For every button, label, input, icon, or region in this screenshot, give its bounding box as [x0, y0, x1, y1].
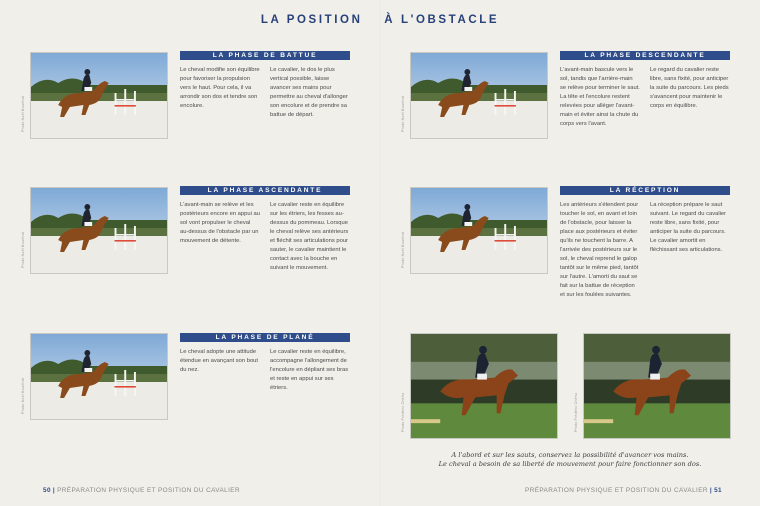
heading-battue: LA PHASE DE BATTUE: [180, 51, 350, 60]
photo-credit-plane: Photo Noël Bourlhat: [21, 378, 25, 414]
ascendante-text-col-2: Le cavalier reste en équilibre sur les étriers, les fesses au-dessus du pommeau. Lorsque le cheval relève ses antérieurs et fléchit ses articulations pour sauter, le cavalier maintient le contact avec la bouche en suivant le mouvement.: [270, 202, 349, 271]
page-title: [0, 14, 760, 26]
photo-credit-descendante: Photo Noël Bourlhat: [401, 96, 405, 132]
plane-text-col-2: Le cavalier reste en équilibre, accompagne l'allongement de l'encolure en dépliant ses bras et reste en appui sur ses étriers.: [270, 349, 349, 391]
plane-text-col-1: Le cheval adopte une attitude étendue en avançant son bout du nez.: [180, 349, 259, 373]
battue-text-col-2: Le cavalier, le dos le plus vertical possible, laisse avancer ses mains pour permettre au cheval d'allonger son encolure et de prendre sa battue de départ.: [270, 67, 348, 118]
heading-reception: LA RÉCEPTION: [560, 186, 730, 195]
descendante-text-col-1: L'avant-main bascule vers le sol, tandis que l'arrière-main se relève pour terminer le saut. La tête et l'encolure restent relevées pour alléger l'avant-main et éviter ainsi la chute du corps vers l'avant.: [560, 67, 640, 127]
folio-separator-left: |: [52, 487, 56, 494]
heading-descendante: LA PHASE DESCENDANTE: [560, 51, 730, 60]
photo-credit-ascendante: Photo Noël Bourlhat: [21, 232, 25, 268]
photo-competition-left: [410, 333, 558, 439]
caption-line-2: Le cheval a besoin de sa liberté de mouvement pour faire fonctionner son dos.: [438, 460, 702, 468]
photo-credit-battue: Photo Noël Bourlhat: [21, 96, 25, 132]
photo-credit-competition-right: Photo Frédéric Chéhu: [574, 392, 578, 432]
reception-text-col-1: Les antérieurs s'étendent pour toucher le sol, en avant et loin de l'obstacle, pour laisser la place aux postérieurs et éviter qu'ils ne touchent la barre. A l'arrivée des postérieurs sur le sol, le cheval reprend le galop tantôt sur le même pied, tantôt sur l'autre. L'amorti du saut se fait sur la battue de réception et sur les foulées suivantes.: [560, 202, 639, 298]
photo-plane: [30, 333, 168, 420]
photo-ascendante: [30, 187, 168, 274]
photo-credit-reception: Photo Noël Bourlhat: [401, 232, 405, 268]
photo-caption: [420, 451, 720, 469]
heading-plane: LA PHASE DE PLANÉ: [180, 333, 350, 342]
heading-ascendante: LA PHASE ASCENDANTE: [180, 186, 350, 195]
reception-text-col-2: La réception prépare le saut suivant. Le regard du cavalier reste libre, sans fixité, pour anticiper la suite du parcours. Le cavalier amortit en fléchissant ses articulations.: [650, 202, 727, 253]
folio-right: [525, 487, 722, 494]
folio-text-right: PRÉPARATION PHYSIQUE ET POSITION DU CAVALIER: [525, 487, 708, 494]
battue-text-col-1: Le cheval modifie son équilibre pour favoriser la propulsion vers le haut. Pour cela, il va arrondir son dos et tendre son encolure.: [180, 67, 260, 109]
photo-battue: [30, 52, 168, 139]
page-title-part-2: À L'OBSTACLE: [384, 14, 500, 26]
photo-credit-competition-left: Photo Frédéric Chéhu: [401, 392, 405, 432]
page-gutter: [379, 0, 381, 506]
ascendante-text-col-1: L'avant-main se relève et les postérieurs encore en appui au sol vont propulser le cheval au-dessus de l'obstacle par un mouvement de détente.: [180, 202, 260, 244]
page-title-part-1: LA POSITION: [260, 14, 363, 26]
page-number-right: 51: [714, 487, 722, 494]
caption-line-1: A l'abord et sur les sauts, conservez la possibilité d'avancer vos mains.: [451, 451, 689, 459]
folio-text-left: PRÉPARATION PHYSIQUE ET POSITION DU CAVALIER: [57, 487, 240, 494]
folio-left: [43, 487, 240, 494]
descendante-text-col-2: Le regard du cavalier reste libre, sans fixité, pour anticiper la suite du parcours. Les pieds s'avancent pour maintenir le corps en équilibre.: [650, 67, 729, 109]
photo-descendante: [410, 52, 548, 139]
photo-reception: [410, 187, 548, 274]
photo-competition-right: [583, 333, 731, 439]
folio-separator-right: |: [709, 487, 713, 494]
page-number-left: 50: [43, 487, 51, 494]
